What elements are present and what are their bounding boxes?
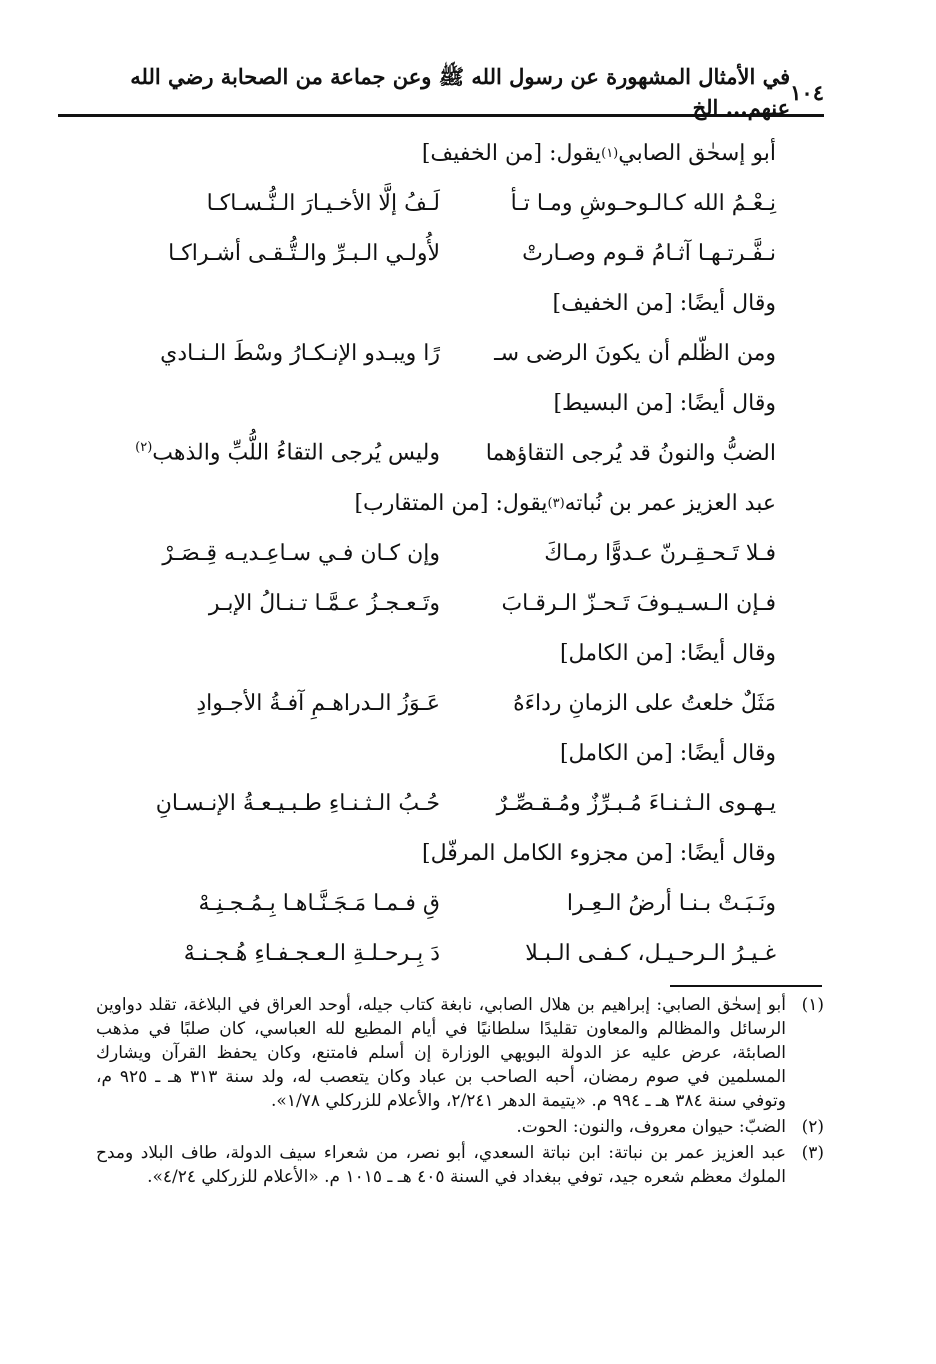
footnote-separator (670, 985, 822, 987)
page-number: ١٠٤ (790, 79, 824, 105)
footnote-number: (١) (801, 995, 824, 1015)
footnote (96, 993, 824, 1113)
second-hemistich: عَـوَزُ الـدراهـمِ آفـةُ الأجـوادِ (196, 690, 440, 716)
first-hemistich: الضبُّ والنونُ قد يُرجى التقاؤهما (485, 440, 776, 466)
footnote-text: أبو إسحٰق الصابي: إبراهيم بن هلال الصابي، نابغة كتاب جيله، أوحد العراق في البلاغة، تقلد دواوين الرسائل والمظالم والمعاون تقليدًا سلطانيًا في أيام المطيع لله العباسي، كان صلبًا في مذهب الصابئة، عرض عليه عز الدولة البويهي الوزارة إن أسلم فامتنع، وكان يحفظ القرآن ويشارك المسلمين في صوم رمضان، أحبه الصاحب بن عباد وكان يتعصب له، ولد سنة ٣١٣ هـ ـ ٩٢٥ م، وتوفي سنة ٣٨٤ هـ ـ ٩٩٤ م. «يتيمة الدهر ٢/٢٤١، والأعلام للزركلي ١/٧٨». (96, 995, 787, 1111)
verse (140, 228, 776, 278)
second-hemistich: وليس يُرجى التقاءُ اللُّبِّ والذهب$^{(٢)}$ (135, 440, 440, 466)
second-hemistich: لَـفُ إلَّا الأخـيـارَ الـنُّـسـاكـا (206, 190, 440, 216)
verse (140, 528, 776, 578)
first-hemistich: غـيـرُ الـرحـيـل، كـفـى الـبـلا (525, 940, 776, 966)
second-hemistich: حُـبُ الـثـنـاءِ طـبـيـعـةُ الإنـسـانِ (155, 790, 440, 816)
verse (140, 578, 776, 628)
verse (140, 928, 776, 978)
verse (140, 178, 776, 228)
second-hemistich: وإن كـان فـي سـاعِـديـه قِـصَـرْ (162, 540, 440, 566)
poem-intro: أبو إسحٰق الصابي (١) يقول: [من الخفيف] (421, 140, 776, 166)
first-hemistich: ونَـبَـتْ بـنـا أرضُ الـعِـرا (566, 890, 776, 916)
verse (140, 328, 776, 378)
verse (140, 878, 776, 928)
poem-intro: وقال أيضًا: [من الكامل] (559, 740, 776, 766)
second-hemistich: قِ فـمـا مَـجَـنَّـاهـا بِـمُـجـنِـهْ (198, 890, 440, 916)
footnote-ref[interactable]: (١) (601, 145, 619, 161)
poem-intro: عبد العزيز عمر بن نُباته (٣) يقول: [من المتقارب] (354, 490, 776, 516)
first-hemistich: مَثَلٌ خلعتُ على الزمانِ رداءَهُ (513, 690, 776, 716)
second-hemistich: وتَـعـجـزُ عـمَّـا تـنـالُ الإبـر (208, 590, 440, 616)
verse (140, 678, 776, 728)
second-hemistich: دَ بِـرحـلـةِ الـعـجـفـاءِ هُـجـنـهْ (183, 940, 440, 966)
second-hemistich: رًا ويبـدو الإنـكـارُ وسْطَ الـنـادي (160, 340, 440, 366)
poem-intro: وقال أيضًا: [من الكامل] (559, 640, 776, 666)
verse (140, 778, 776, 828)
first-hemistich: فـإن الـسـيـوفَ تَـحـزّ الـرقـابَ (501, 590, 776, 616)
first-hemistich: فـلا تَـحـقِـرنّ عـدوًّا رمـاكَ (544, 540, 776, 566)
footnote-number: (٣) (801, 1143, 824, 1163)
footnote-number: (٢) (801, 1117, 824, 1137)
first-hemistich: ومن الظّلم أن يكونَ الرضى سـ (494, 340, 776, 366)
footnote-text: عبد العزيز عمر بن نباتة: ابن نباتة السعدي، أبو نصر، من شعراء سيف الدولة، طاف البلاد ومدح الملوك معظم شعره جيد، توفي ببغداد في السنة ٤٠٥ هـ ـ ١٠١٥ م. «الأعلام للزركلي ٤/٢٤». (96, 1143, 786, 1187)
footnote (96, 1115, 824, 1139)
running-title: في الأمثال المشهورة عن رسول الله ﷺ وعن جماعة من الصحابة رضي الله عنهم... الخ (130, 64, 791, 120)
header-rule (58, 114, 824, 117)
poem-intro: وقال أيضًا: [من البسيط] (553, 390, 776, 416)
footnotes (96, 993, 824, 1191)
first-hemistich: نـفَّـرتـهـا آثـامُ قـوم وصـارتْ (522, 240, 776, 266)
footnote-ref[interactable]: (٢) (135, 440, 153, 456)
poem-intro: وقال أيضًا: [من الخفيف] (552, 290, 776, 316)
footnote-ref[interactable]: (٣) (547, 495, 565, 511)
poem-body (135, 128, 776, 978)
page-header (90, 64, 824, 120)
footnote-text: الضبّ: حيوان معروف، والنون: الحوت. (516, 1117, 786, 1137)
footnote (96, 1141, 824, 1189)
first-hemistich: يـهـوى الـثـنـاءَ مُـبـرِّزٌ ومُـقـصِّـرٌ (496, 790, 776, 816)
poem-intro: وقال أيضًا: [من مجزوء الكامل المرفّل] (422, 840, 776, 866)
first-hemistich: نِـعْـمُ الله كـالـوحـوشِ ومـا تـأ (510, 190, 776, 216)
verse (135, 428, 776, 478)
second-hemistich: لأُولـي الـبـرِّ والـتُّـقـى أشـراكـا (168, 240, 440, 266)
